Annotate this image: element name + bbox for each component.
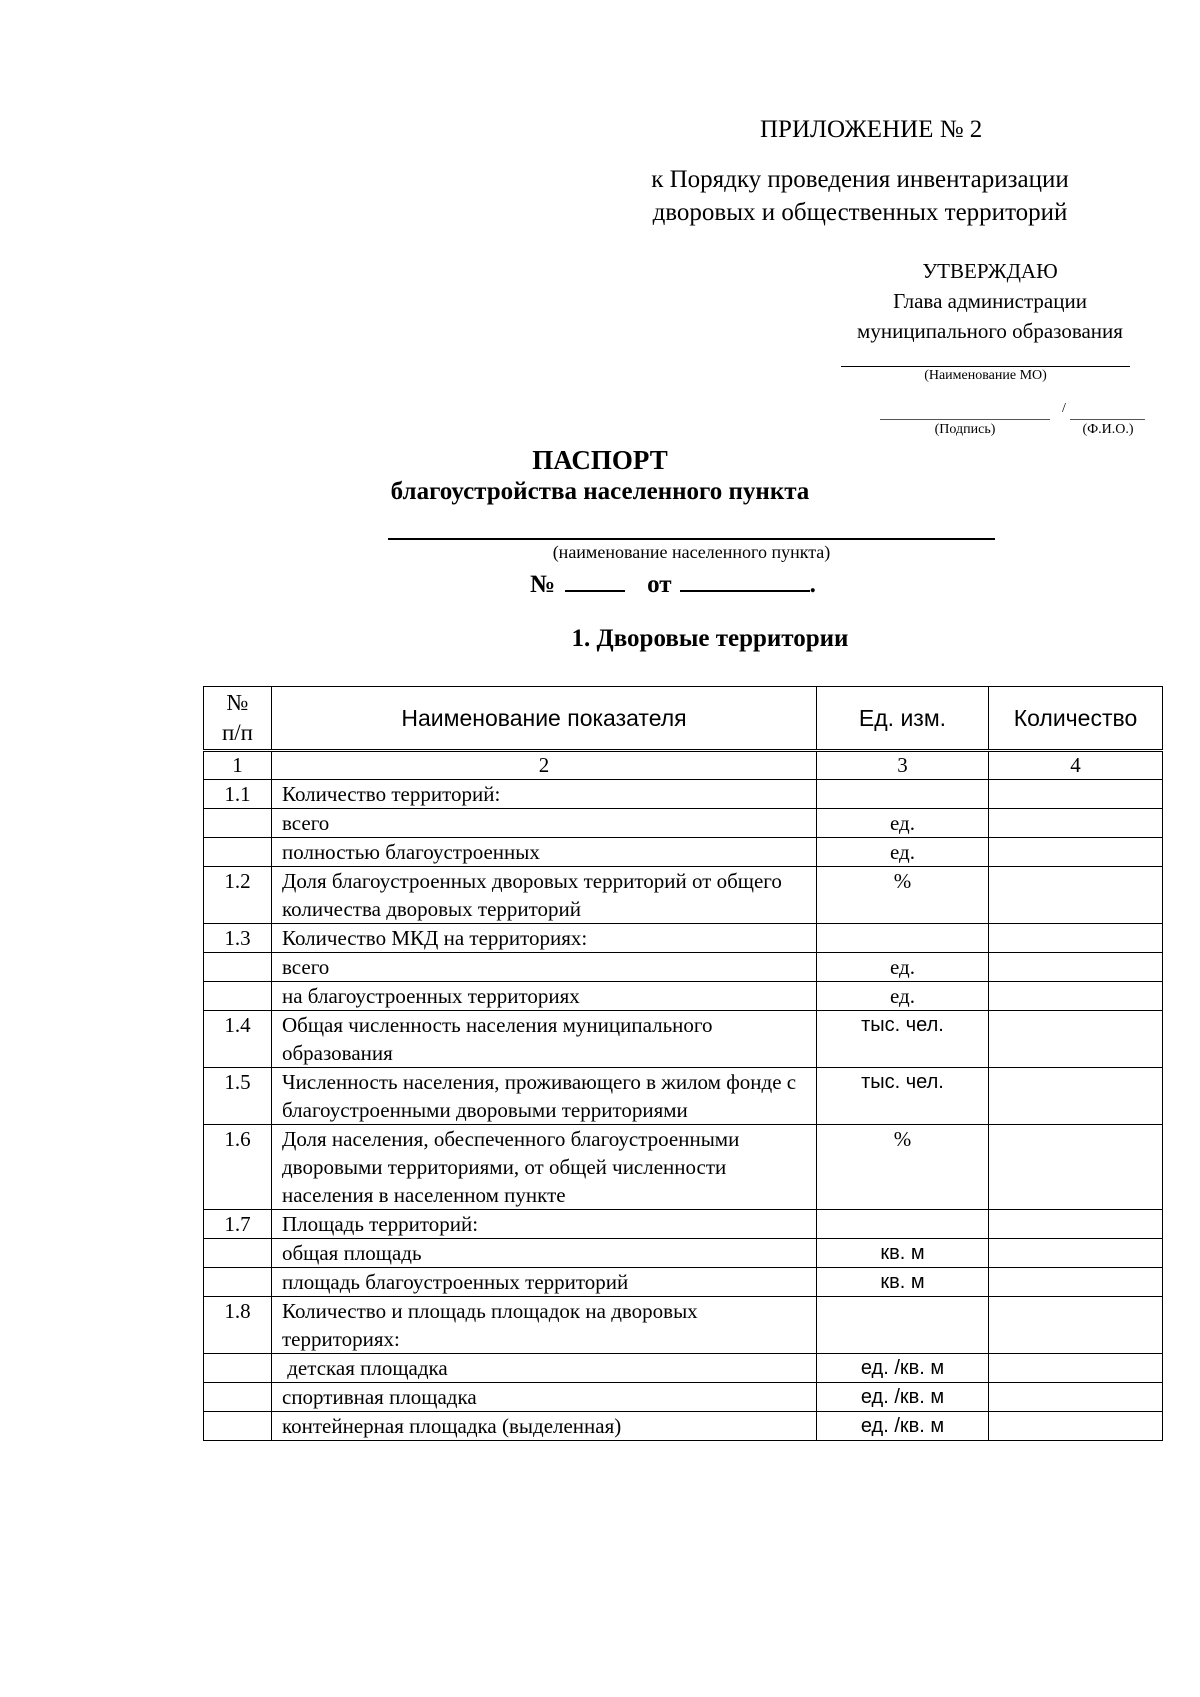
quantity-cell[interactable] — [989, 1210, 1163, 1239]
table-row — [204, 1412, 1163, 1441]
header-qty: Количество — [989, 687, 1163, 751]
header-no-line2: п/п — [221, 720, 253, 745]
column-number-row — [204, 751, 1163, 780]
quantity-cell[interactable] — [989, 1125, 1163, 1210]
date-blank[interactable] — [680, 566, 810, 592]
indicator-name: полностью благоустроенных — [272, 838, 817, 867]
indicator-name: общая площадь — [272, 1239, 817, 1268]
row-number — [204, 1354, 272, 1383]
row-number: 1.6 — [204, 1125, 272, 1210]
quantity-cell[interactable] — [989, 1412, 1163, 1441]
quantity-cell[interactable] — [989, 780, 1163, 809]
indicator-name: Количество и площадь площадок на дворовых территориях: — [272, 1297, 817, 1354]
period: . — [809, 571, 816, 598]
indicator-name: площадь благоустроенных территорий — [272, 1268, 817, 1297]
row-number: 1.1 — [204, 780, 272, 809]
approver-position-line2: муниципального образования — [857, 319, 1123, 343]
row-number — [204, 982, 272, 1011]
quantity-cell[interactable] — [989, 1297, 1163, 1354]
passport-subtitle: благоустройства населенного пункта — [390, 478, 810, 505]
unit-cell: % — [817, 867, 989, 924]
indicator-name: на благоустроенных территориях — [272, 982, 817, 1011]
row-number: 1.7 — [204, 1210, 272, 1239]
signature-slash: / — [1062, 401, 1066, 416]
indicator-name: всего — [272, 809, 817, 838]
quantity-cell[interactable] — [989, 1383, 1163, 1412]
header-no — [204, 687, 272, 751]
mo-name-caption: (Наименование МО) — [924, 368, 1047, 383]
quantity-cell[interactable] — [989, 838, 1163, 867]
number-blank[interactable] — [565, 566, 625, 592]
table-row — [204, 1268, 1163, 1297]
unit-cell: % — [817, 1125, 989, 1210]
table-row — [204, 1210, 1163, 1239]
column-number: 4 — [989, 751, 1163, 780]
row-number — [204, 809, 272, 838]
header-no-line1: № — [226, 690, 249, 715]
signature-caption: (Подпись) — [934, 422, 996, 437]
quantity-cell[interactable] — [989, 924, 1163, 953]
table-row — [204, 809, 1163, 838]
table-row — [204, 1383, 1163, 1412]
row-number — [204, 953, 272, 982]
column-number: 3 — [817, 751, 989, 780]
passport-number-row — [530, 566, 816, 599]
indicator-name: Количество МКД на территориях: — [272, 924, 817, 953]
table-row — [204, 1125, 1163, 1210]
quantity-cell[interactable] — [989, 809, 1163, 838]
row-number — [204, 838, 272, 867]
quantity-cell[interactable] — [989, 1268, 1163, 1297]
table-row — [204, 1011, 1163, 1068]
header-unit: Ед. изм. — [817, 687, 989, 751]
annex-subtitle-line2: дворовых и общественных территорий — [652, 199, 1068, 226]
table-row — [204, 924, 1163, 953]
indicator-name: Численность населения, проживающего в жилом фонде с благоустроенными дворовыми территориями — [272, 1068, 817, 1125]
table-row — [204, 982, 1163, 1011]
table-row — [204, 867, 1163, 924]
unit-cell: ед. /кв. м — [817, 1383, 989, 1412]
row-number: 1.4 — [204, 1011, 272, 1068]
unit-cell: ед. — [817, 809, 989, 838]
approve-word: УТВЕРЖДАЮ — [922, 259, 1058, 283]
indicator-name: Доля благоустроенных дворовых территорий от общего количества дворовых территорий — [272, 867, 817, 924]
row-number: 1.3 — [204, 924, 272, 953]
quantity-cell[interactable] — [989, 1068, 1163, 1125]
header-name: Наименование показателя — [272, 687, 817, 751]
table-row — [204, 953, 1163, 982]
indicator-name: спортивная площадка — [272, 1383, 817, 1412]
indicator-name: Количество территорий: — [272, 780, 817, 809]
place-name-line[interactable] — [388, 538, 995, 540]
fio-line[interactable] — [1070, 419, 1145, 420]
unit-cell — [817, 924, 989, 953]
quantity-cell[interactable] — [989, 1354, 1163, 1383]
annex-title: ПРИЛОЖЕНИЕ № 2 — [760, 116, 983, 143]
passport-title: ПАСПОРТ — [532, 445, 668, 475]
unit-cell: кв. м — [817, 1268, 989, 1297]
number-label: № — [530, 571, 556, 598]
quantity-cell[interactable] — [989, 1011, 1163, 1068]
table-row — [204, 838, 1163, 867]
section-title: 1. Дворовые территории — [571, 625, 849, 652]
row-number — [204, 1412, 272, 1441]
row-number: 1.2 — [204, 867, 272, 924]
quantity-cell[interactable] — [989, 982, 1163, 1011]
quantity-cell[interactable] — [989, 867, 1163, 924]
signature-line[interactable] — [880, 419, 1050, 420]
unit-cell — [817, 1210, 989, 1239]
table-row — [204, 1068, 1163, 1125]
unit-cell: ед. /кв. м — [817, 1412, 989, 1441]
unit-cell: тыс. чел. — [817, 1011, 989, 1068]
indicator-name: Общая численность населения муниципального образования — [272, 1011, 817, 1068]
approver-position-line1: Глава администрации — [893, 289, 1087, 313]
table-row — [204, 780, 1163, 809]
indicators-table — [203, 686, 1163, 1441]
annex-subtitle-line1: к Порядку проведения инвентаризации — [651, 166, 1069, 193]
indicator-name: всего — [272, 953, 817, 982]
unit-cell — [817, 1297, 989, 1354]
row-number — [204, 1268, 272, 1297]
mo-name-line[interactable] — [841, 366, 1130, 367]
row-number — [204, 1383, 272, 1412]
row-number — [204, 1239, 272, 1268]
unit-cell: ед. — [817, 982, 989, 1011]
indicator-name: контейнерная площадка (выделенная) — [272, 1412, 817, 1441]
unit-cell: ед. — [817, 838, 989, 867]
place-name-caption: (наименование населенного пункта) — [552, 542, 831, 562]
table-row — [204, 1354, 1163, 1383]
column-number: 1 — [204, 751, 272, 780]
approval-block — [820, 256, 1160, 346]
row-number: 1.5 — [204, 1068, 272, 1125]
indicator-name: детская площадка — [272, 1354, 817, 1383]
unit-cell — [817, 780, 989, 809]
unit-cell: тыс. чел. — [817, 1068, 989, 1125]
table-row — [204, 1297, 1163, 1354]
unit-cell: ед. /кв. м — [817, 1354, 989, 1383]
table-row — [204, 1239, 1163, 1268]
indicator-name: Площадь территорий: — [272, 1210, 817, 1239]
row-number: 1.8 — [204, 1297, 272, 1354]
table-header-row — [204, 687, 1163, 751]
quantity-cell[interactable] — [989, 1239, 1163, 1268]
quantity-cell[interactable] — [989, 953, 1163, 982]
indicator-name: Доля населения, обеспеченного благоустроенными дворовыми территориями, от общей численности населения в населенном пункте — [272, 1125, 817, 1210]
fio-caption: (Ф.И.О.) — [1082, 422, 1134, 437]
unit-cell: ед. — [817, 953, 989, 982]
from-label: от — [647, 571, 672, 598]
annex-subtitle — [600, 163, 1120, 229]
unit-cell: кв. м — [817, 1239, 989, 1268]
column-number: 2 — [272, 751, 817, 780]
